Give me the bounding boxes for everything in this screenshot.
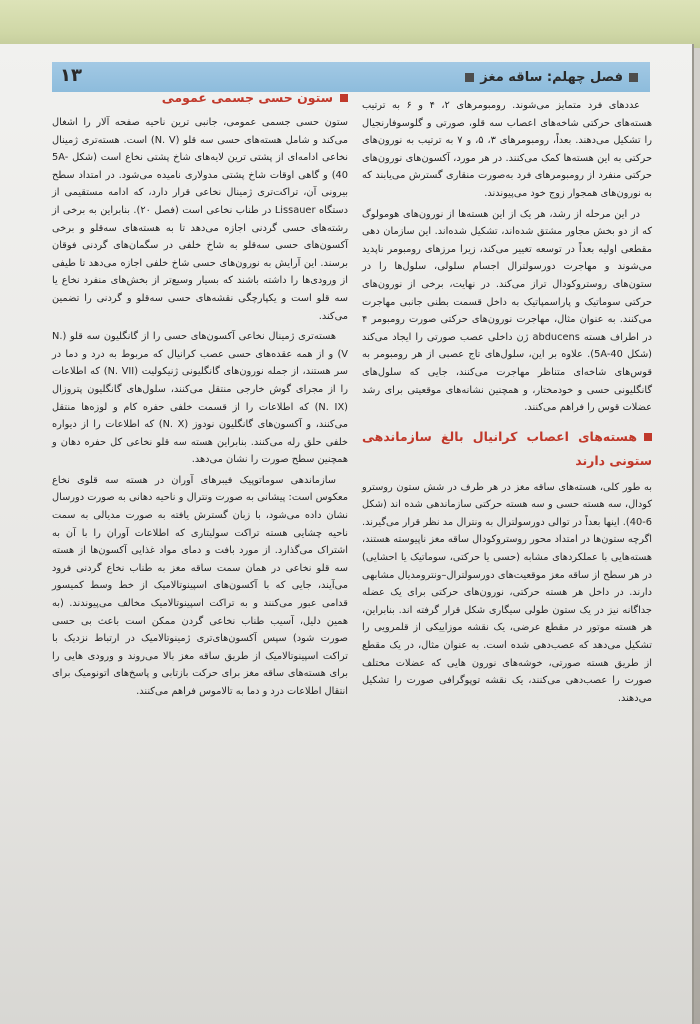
heading-square-icon — [340, 94, 348, 102]
right-section-paragraph-1: به طور کلی، هسته‌های ساقه مغز در هر طرف در شش ستون روسترو کودال، سه هسته حسی و سه هسته حرکتی سازماندهی شده اند (شکل 6-40). اینها بعداً در توالی دورسولترال به ونترال مد نظر قرار می‌گیرند. اگرچه ستون‌ها در امتداد محور روستروکودال ساقه مغز ناپیوسته هستند، هسته‌هایی با عملکردهای مشابه (حسی یا حرکتی، سوماتیک یا احشایی) در هر سطح از ساقه مغز موقعیت‌های دورسولترال–ونترومدیال مشابهی دارند. در داخل هر هسته حرکتی، نورون‌های حرکتی برای یک عضله جداگانه نیز در یک ستون طولی سیگاری شکل قرار گرفته اند. بنابراین، هر هسته موتور در مقطع عرضی، یک نقشه موزاییکی از قلمرویی را تشکیل می‌دهد که عصب‌دهی شده است. به عنوان مثال، در یک مقطع از طریق هسته صورتی، خوشه‌های نورون هایی که عضلات مختلف صورت را عصب‌دهی می‌کنند، یک نقشه توپوگرافی صورت را تشکیل می‌دهند. — [362, 481, 652, 704]
right-paragraph-1: عددهای فرد متمایز می‌شوند. رومبومرهای ۲، ۴ و ۶ به ترتیب هسته‌های حرکتی شاخه‌های اعصاب سه قلو، صورتی و گلوسوفارنجیال را تشکیل می‌دهند. بعداً، رومبومرهای ۳، ۵، و ۷ به ترتیب به نورون‌های حرکتی به این هسته‌ها کمک می‌کنند. در هر مورد، آکسون‌های نورون‌های حرکتی منفرد از رومبومرهای فرد به‌صورت منقاری گسترش می‌یابند که به نورون‌های همجوار زوج خود می‌پیوندند. — [362, 100, 652, 199]
heading-square-icon — [644, 433, 652, 441]
section-heading-columnar-organization — [362, 425, 652, 473]
previous-page-strip — [0, 0, 700, 48]
section-heading-text: ستون حسی جسمی عمومی — [161, 90, 333, 105]
left-paragraph-1: ستون حسی جسمی عمومی، جانبی ترین ناحیه صفحه آلار را اشغال می‌کند و شامل هسته‌های حسی سه قلو (N. V) است. هسته‌تری ژمینال نخاعی ادامه‌ای از پشتی ترین لایه‌های شاخ پشتی نخاع است (شکل 5A-40) و گاهی اوقات شاخ پشتی مدولاری نامیده می‌شود. در امتداد سطح بیرونی آن، تراکت‌تری ژمینال نخاعی قرار دارد، که ادامه مستقیمی از دستگاه Lissauer در طناب نخاعی است (فصل ۲۰). بنابراین به برخی از رشته‌های حسی گردنی اجازه می‌دهد تا به هسته‌های سه‌قلو و برخی آکسون‌های حسی سه‌قلو به شاخ خلفی در سگمان‌های گردنی فوقان برسند. این آرایش به نورون‌های حسی شاخ خلفی اجازه می‌دهد تا طیفی از ورودی‌ها را داشته باشند که بسیار وسیع‌تر از بخش‌های منفرد نخاع یا سه قلو است و یکپارچگی نقشه‌های حسی سه‌قلو و گردنی را تضمین می‌کند. — [52, 117, 349, 322]
right-column — [362, 97, 652, 710]
chapter-title: فصل چهلم: ساقه مغز — [480, 69, 623, 85]
book-page — [0, 44, 694, 1024]
page-number: ۱۳ — [60, 65, 82, 86]
right-paragraph-2: در این مرحله از رشد، هر یک از این هسته‌ها از نورون‌های هومولوگ که از دو بخش مجاور مشتق شده‌اند، تشکیل شده‌اند. این سازمان دهی مقطعی اولیه بعداً در توسعه تغییر می‌کند، زیرا مرزهای رومبومر ناپدید می‌شوند و مهاجرت دورسولترال اجسام سلولی، سلول‌ها را در ستون‌های روستروکودال تراز می‌کند. در نهایت، برخی از نورون‌های حرکتی سوماتیک و پاراسمپاتیک به داخل قسمت بطنی جانبی مهاجرت می‌کنند. به عنوان مثال، مهاجرت نورون‌های حرکتی صورت رومبومر ۴ در اطراف هسته abducens ژن داخلی عصب صورتی را ایجاد می‌کند (شکل 5A-40). علاوه بر این، سلول‌های تاج عصبی از هر رومبومر به قوس‌های شاخه‌ای متناظر مهاجرت می‌کنند، جایی که سلول‌های گانگلیونی حسی و خودمختار، و همچنین نشانه‌های موقعیتی برای رشد عضلات قوس را فراهم می‌کنند. — [362, 208, 652, 414]
header-square-icon-right — [629, 73, 638, 82]
left-paragraph-3: سازماندهی سوماتوپیک فیبرهای آوران در هسته سه قلوی نخاع معکوس است: پیشانی به صورت ونترال و ناحیه دهانی به صورت دورسال نشان داده می‌شود، با زبان گسترش یافته به صورت مدیالی به سمت ناحیه چشایی هسته تراکت سولیتاری که اطلاعات آوران را با آن به اشتراک می‌گذارد. از مورد بافت و دمای مواد غذایی آکسون‌ها از هسته سه قلو نخاعی در همان سمت ساقه مغز به طناب نخاع گردنی فرود می‌آیند، جایی که با آکسون‌های اسپینوتالامیک از خط وسط کمیسور قدامی عبور می‌کنند و به تراکت اسپینوتالامیک مخالف می‌پیوندند. (به همین دلیل، آسیب طناب نخاعی گردن ممکن است باعث بی حسی صورت شود) سپس آکسون‌های‌تری ژمینوتالامیک در ارتباط نزدیک با تراکت اسپینوتالامیک از طریق ساقه مغز بالا می‌روند و ورودی هایی را برای هسته‌های ساقه مغز برای حرکت بازتابی و پاسخ‌های اتونومیک برای انتقال اطلاعات درد و دما به تالاموس فراهم می‌کنند. — [52, 474, 348, 697]
left-heading-wrapper — [52, 88, 348, 114]
header-square-icon-left — [465, 73, 474, 82]
section-heading-text: هسته‌های اعصاب کرانیال بالغ سازماندهی ستونی دارند — [362, 428, 652, 468]
section-heading-general-somatic-sensory — [52, 88, 348, 108]
left-column — [52, 114, 348, 704]
left-paragraph-2: هسته‌تری ژمینال نخاعی آکسون‌های حسی را از گانگلیون سه قلو (N. V) و از همه عقده‌های حسی عصب کرانیال که مربوط به درد و دما در سر هستند، از جمله نورون‌های گانگلیونی ژنیکولیت (N. VII) که اطلاعات را از مجرای گوش خارجی منتقل می‌کنند، سلول‌های گانگلیون پتروزال (N. IX) که اطلاعات را از قسمت خلفی حفره کام و لوزه‌ها منتقل می‌کنند، و آکسون‌های گانگلیون نودوز (N. X) که اطلاعات را از دیواره خلفی حلق رله می‌کنند. بنابراین هسته سه قلو نخاعی کل حفره دهان و همچنین سطح صورت را نشان می‌دهد. — [52, 331, 348, 466]
